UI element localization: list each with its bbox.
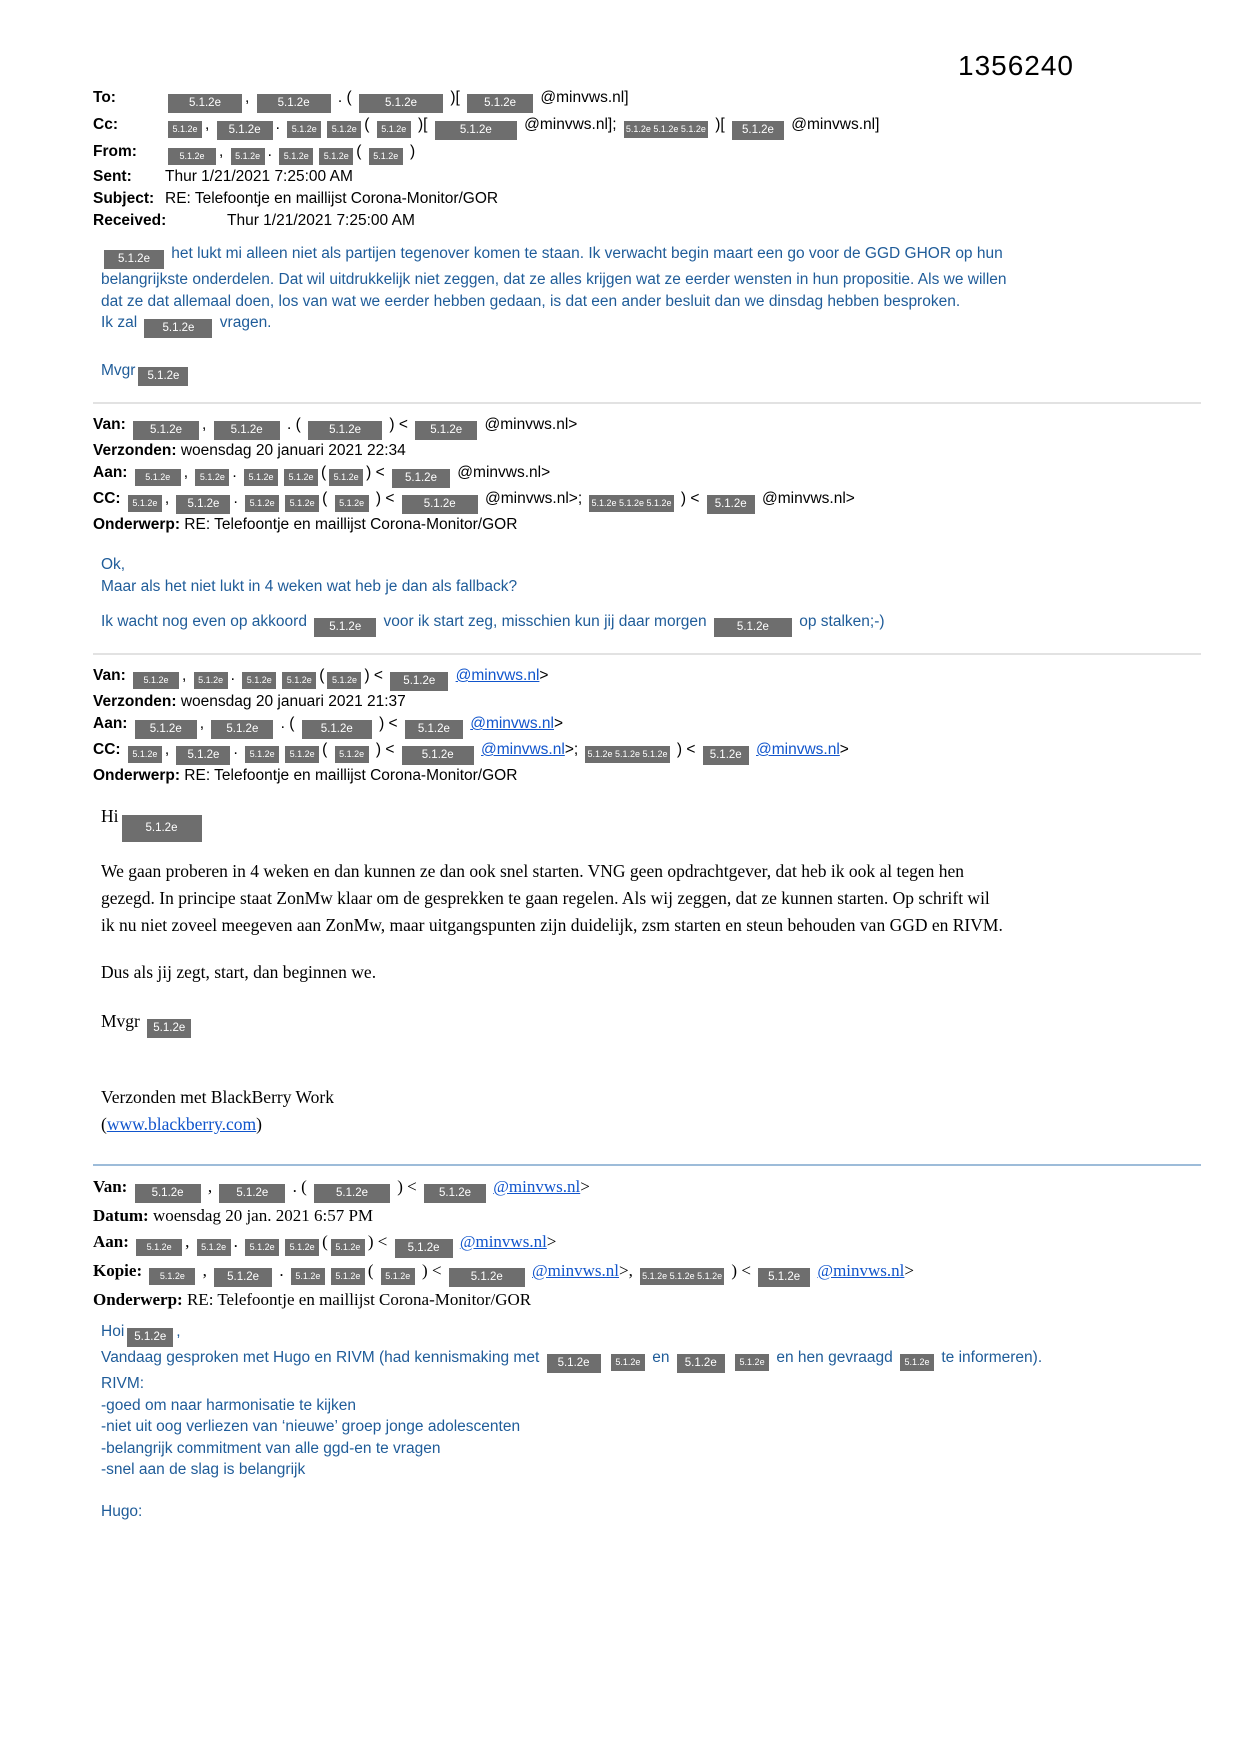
redaction-box: 5.1.2e xyxy=(900,1354,934,1371)
text-run: ) < xyxy=(364,667,388,684)
redaction-box: 5.1.2e xyxy=(285,746,319,763)
text-run: , xyxy=(245,89,254,106)
body3-hi-line xyxy=(101,803,1201,842)
redaction-box: 5.1.2e xyxy=(284,469,318,486)
text-run: -belangrijk commitment van alle ggd-en te vragen xyxy=(101,1439,441,1457)
quoted-header-2 xyxy=(93,665,1201,787)
redaction-box: 5.1.2e xyxy=(138,367,188,386)
redaction-box: 5.1.2e xyxy=(135,469,181,486)
redaction-box: 5.1.2e xyxy=(314,1184,390,1203)
text-run: @minvws.nl>; xyxy=(480,490,587,507)
redaction-box: 5.1.2e xyxy=(424,1184,486,1203)
text-run: > xyxy=(904,1261,914,1280)
text-run: . xyxy=(275,116,285,133)
text-run: ( xyxy=(101,1114,107,1134)
quote3-kopie-line xyxy=(93,1258,1201,1287)
text-run: )[ xyxy=(710,116,729,133)
quote1-verzonden-line xyxy=(93,440,1201,462)
redaction-box: 5.1.2e xyxy=(136,1239,182,1256)
field-label: Van: xyxy=(93,667,131,684)
field-label: Onderwerp: xyxy=(93,1290,187,1309)
header-received-line xyxy=(93,211,1201,231)
text-run: ) < xyxy=(417,1261,446,1280)
redaction-box: 5.1.2e xyxy=(291,1268,325,1285)
redaction-box: 5.1.2e xyxy=(405,720,463,739)
quote1-van-line xyxy=(93,414,1201,440)
text-run: ) < xyxy=(676,490,704,507)
email-link[interactable]: @minvws.nl xyxy=(459,1232,547,1251)
text-run: , xyxy=(219,143,228,160)
text-run: > xyxy=(839,741,849,758)
redaction-box: 5.1.2e xyxy=(331,1239,365,1256)
text-run: ( xyxy=(322,490,332,507)
email-link[interactable]: @minvws.nl xyxy=(756,741,840,758)
redaction-box: 5.1.2e xyxy=(244,469,278,486)
body1-signature-line xyxy=(101,360,1201,386)
text-run: ( xyxy=(319,667,325,684)
body1-paragraph xyxy=(101,243,1011,312)
redaction-box: 5.1.2e xyxy=(197,1239,231,1256)
text-run: ( xyxy=(367,1261,378,1280)
text-run: @minvws.nl] xyxy=(786,116,880,133)
separator-line-blue xyxy=(93,1164,1201,1166)
body2-akkoord-line xyxy=(101,611,1201,637)
text-run: Dus als jij zegt, start, dan beginnen we. xyxy=(101,962,377,982)
text-run: ) < xyxy=(371,741,399,758)
text-run: te informeren). xyxy=(937,1349,1043,1366)
body3-dus-line xyxy=(101,959,1201,986)
quote3-aan-line xyxy=(93,1229,1201,1258)
redaction-box: 5.1.2e xyxy=(211,720,273,739)
redaction-box: 5.1.2e xyxy=(449,1268,525,1287)
text-run: ) < xyxy=(672,741,700,758)
text-run: , xyxy=(183,464,193,481)
body4-rivm-line xyxy=(101,1373,1201,1395)
redaction-box: 5.1.2e xyxy=(611,1354,645,1371)
separator-line xyxy=(93,653,1201,655)
text-run: @minvws.nl> xyxy=(480,416,578,433)
redaction-box: 5.1.2e 5.1.2e 5.1.2e xyxy=(585,746,669,763)
text-run: Ok, xyxy=(101,556,126,573)
redaction-box: 5.1.2e xyxy=(149,1268,195,1285)
text-run: woensdag 20 januari 2021 22:34 xyxy=(180,442,406,459)
redaction-box: 5.1.2e xyxy=(282,672,316,689)
field-label: Van: xyxy=(93,1177,132,1196)
text-run: ) < xyxy=(727,1261,756,1280)
body3-signature-line xyxy=(101,1008,1201,1038)
quote2-cc-line xyxy=(93,739,1201,765)
field-label: Onderwerp: xyxy=(93,516,185,533)
redaction-box: 5.1.2e xyxy=(168,148,216,165)
redaction-box: 5.1.2e xyxy=(402,495,478,514)
text-run: >; xyxy=(564,741,583,758)
text-run: . xyxy=(275,1261,288,1280)
field-label: Verzonden: xyxy=(93,442,181,459)
email-body-4 xyxy=(93,1321,1201,1522)
redaction-box: 5.1.2e xyxy=(127,1328,173,1347)
text-run: > xyxy=(546,1232,557,1251)
text-run: . xyxy=(267,143,277,160)
quote2-verzonden-line xyxy=(93,691,1201,713)
text-run: RE: Telefoontje en maillijst Corona-Monitor/GOR xyxy=(165,190,499,207)
text-run: Hoi xyxy=(101,1323,125,1340)
redaction-box: 5.1.2e xyxy=(707,495,755,514)
document-number: 1356240 xyxy=(958,50,1075,81)
email-link[interactable]: @minvws.nl xyxy=(493,1177,581,1196)
text-run: en hen gevraagd xyxy=(772,1349,898,1366)
redaction-box: 5.1.2e xyxy=(335,495,369,512)
body4-bullet-4 xyxy=(101,1459,1201,1481)
body1-ikzal-line xyxy=(101,312,1201,338)
header-sent-line xyxy=(93,167,1201,187)
text-run: @minvws.nl> xyxy=(453,464,551,481)
redaction-box: 5.1.2e xyxy=(467,94,533,113)
redaction-box: 5.1.2e xyxy=(359,94,443,113)
email-link[interactable]: @minvws.nl xyxy=(532,1261,619,1280)
redaction-box: 5.1.2e xyxy=(308,421,382,440)
redaction-box: 5.1.2e xyxy=(176,746,230,765)
text-run: Mvgr xyxy=(101,362,136,379)
field-label: Aan: xyxy=(93,715,132,732)
text-run: . xyxy=(232,464,241,481)
body4-bullet-3 xyxy=(101,1438,1201,1460)
text-run: ) < xyxy=(367,1232,392,1251)
redaction-box: 5.1.2e xyxy=(735,1354,769,1371)
text-run: Ik wacht nog even op akkoord xyxy=(101,613,312,630)
redaction-box: 5.1.2e xyxy=(168,94,242,113)
header-subject-line xyxy=(93,189,1201,209)
header-cc-line xyxy=(93,115,1201,140)
redaction-box: 5.1.2e xyxy=(194,672,228,689)
redaction-box: 5.1.2e xyxy=(176,495,230,514)
text-run: , xyxy=(185,1232,194,1251)
text-run: ) < xyxy=(366,464,389,481)
body3-paragraph xyxy=(101,858,1003,939)
text-run: en xyxy=(647,1349,674,1366)
text-run: , xyxy=(164,741,174,758)
quote3-datum-line xyxy=(93,1203,1201,1229)
text-run: )[ xyxy=(413,116,432,133)
quote1-cc-line xyxy=(93,488,1201,514)
redaction-box: 5.1.2e xyxy=(335,746,369,763)
redaction-box: 5.1.2e xyxy=(245,495,279,512)
text-run: ) < xyxy=(393,1177,422,1196)
text-run: >, xyxy=(619,1261,638,1280)
text-run: @minvws.nl]; xyxy=(519,116,621,133)
text-run: @minvws.nl] xyxy=(536,89,629,106)
field-label: Cc: xyxy=(93,116,118,133)
email-link[interactable]: @minvws.nl xyxy=(817,1261,905,1280)
separator-line xyxy=(93,402,1201,404)
text-run: , xyxy=(205,116,214,133)
quote1-aan-line xyxy=(93,462,1201,488)
email-body-2 xyxy=(93,554,1201,637)
text-run: Thur 1/21/2021 7:25:00 AM xyxy=(165,168,353,185)
text-run: , xyxy=(198,1261,212,1280)
text-run: , xyxy=(164,490,174,507)
text-run: . xyxy=(233,741,243,758)
text-run: . ( xyxy=(288,1177,312,1196)
redaction-box: 5.1.2e xyxy=(147,1019,191,1038)
text-run: ) xyxy=(405,143,416,160)
body3-blackberry-line xyxy=(101,1084,1201,1111)
redaction-box: 5.1.2e xyxy=(435,121,517,140)
text-run: , xyxy=(202,416,211,433)
email-body-1 xyxy=(93,243,1201,386)
body2-ok-line xyxy=(101,554,1201,576)
redaction-box: 5.1.2e xyxy=(319,148,353,165)
redaction-box: 5.1.2e xyxy=(279,148,313,165)
text-run: -goed om naar harmonisatie te kijken xyxy=(101,1396,357,1414)
field-label: Received: xyxy=(93,212,167,229)
text-run: )[ xyxy=(446,89,465,106)
redaction-box: 5.1.2e xyxy=(758,1268,810,1287)
field-label: From: xyxy=(93,143,137,160)
text-run: op stalken;-) xyxy=(794,613,885,630)
body4-bullet-2 xyxy=(101,1416,1201,1438)
redaction-box: 5.1.2e xyxy=(135,1184,201,1203)
redaction-box: 5.1.2e xyxy=(732,121,784,140)
redaction-box: 5.1.2e 5.1.2e 5.1.2e xyxy=(589,495,673,512)
text-run: Maar als het niet lukt in 4 weken wat heb je dan als fallback? xyxy=(101,577,518,595)
quote2-onderwerp-line xyxy=(93,765,1201,787)
field-label: Aan: xyxy=(93,464,132,481)
text-run: . ( xyxy=(333,89,357,106)
quoted-header-1 xyxy=(93,414,1201,536)
text-run: ) < xyxy=(385,416,413,433)
text-run: . ( xyxy=(276,715,299,732)
redaction-box: 5.1.2e xyxy=(135,720,197,739)
text-run: ) < xyxy=(371,490,399,507)
body4-hugo-line xyxy=(101,1501,1201,1523)
field-label: Van: xyxy=(93,416,131,433)
body4-bullet-1 xyxy=(101,1395,1201,1417)
redaction-box: 5.1.2e xyxy=(214,1268,272,1287)
email-link[interactable]: www.blackberry.com xyxy=(106,1114,257,1134)
redaction-box: 5.1.2e xyxy=(133,672,179,689)
field-label: CC: xyxy=(93,741,125,758)
redaction-box: 5.1.2e xyxy=(144,319,212,338)
text-run: , xyxy=(176,1323,181,1340)
redaction-box: 5.1.2e xyxy=(195,469,229,486)
redaction-box: 5.1.2e xyxy=(329,469,363,486)
text-run: het lukt mi alleen niet als partijen tegenover komen te staan. Ik verwacht begin maart een go voor de GGD GHOR op hun belangrijkste onderdelen. Dat wil uitdrukkelijk niet zeggen, dat ze alles krijgen wat ze eerder wensten in hun propositie. Als we willen dat ze dat allemaal doen, los van wat we eerder hebben gedaan, is dat een ander besluit dan we dinsdag hebben besproken. xyxy=(101,245,1011,310)
redaction-box: 5.1.2e xyxy=(377,121,411,138)
redaction-box: 5.1.2e xyxy=(327,672,361,689)
quoted-header-3 xyxy=(93,1174,1201,1313)
text-run: ) < xyxy=(374,715,402,732)
text-run: > xyxy=(580,1177,590,1196)
quote3-onderwerp-line xyxy=(93,1287,1201,1313)
redaction-box: 5.1.2e xyxy=(402,746,474,765)
text-run: ( xyxy=(322,741,332,758)
redaction-box: 5.1.2e xyxy=(168,121,202,138)
field-label: Verzonden: xyxy=(93,693,181,710)
text-run: -snel aan de slag is belangrijk xyxy=(101,1461,306,1478)
text-run: ( xyxy=(356,143,366,160)
text-run: . xyxy=(233,1232,243,1251)
redaction-box: 5.1.2e xyxy=(369,148,403,165)
text-run: Thur 1/21/2021 7:25:00 AM xyxy=(227,212,415,229)
quote2-van-line xyxy=(93,665,1201,691)
redaction-box: 5.1.2e xyxy=(314,618,376,637)
text-run: , xyxy=(203,1177,217,1196)
text-run: . ( xyxy=(282,416,306,433)
text-run: > xyxy=(554,715,564,732)
text-run: Mvgr xyxy=(101,1011,145,1031)
text-run: Ik zal xyxy=(101,314,142,331)
email-link[interactable]: @minvws.nl xyxy=(470,715,554,732)
text-run: . xyxy=(230,667,240,684)
text-run: Hugo: xyxy=(101,1502,143,1520)
redaction-box: 5.1.2e xyxy=(242,672,276,689)
redaction-box: 5.1.2e xyxy=(381,1268,415,1285)
redaction-box: 5.1.2e xyxy=(285,1239,319,1256)
text-run: ( xyxy=(364,116,374,133)
redaction-box: 5.1.2e xyxy=(245,746,279,763)
text-run: woensdag 20 jan. 2021 6:57 PM xyxy=(152,1206,374,1225)
header-to-line xyxy=(93,88,1201,113)
redaction-box: 5.1.2e xyxy=(128,746,162,763)
text-run: We gaan proberen in 4 weken en dan kunnen ze dan ook snel starten. VNG geen opdrachtgever, dat heb ik ook al tegen hen gezegd. In principe staat ZonMw klaar om de gesprekken te gaan regelen. Als wij zeggen, dat ze kunnen starten. Op schrift wil ik nu niet zoveel meegeven aan ZonMw, maar uitgangspunten zijn duidelijk, zsm starten en steun behouden van GGD en RIVM. xyxy=(101,861,1003,935)
text-run: ) xyxy=(256,1114,262,1134)
redaction-box: 5.1.2e xyxy=(245,1239,279,1256)
redaction-box: 5.1.2e xyxy=(219,1184,285,1203)
redaction-box: 5.1.2e xyxy=(128,495,162,512)
text-run: vragen. xyxy=(215,314,272,331)
quote3-van-line xyxy=(93,1174,1201,1203)
redaction-box: 5.1.2e xyxy=(285,495,319,512)
text-run: RIVM: xyxy=(101,1375,145,1392)
field-label: Kopie: xyxy=(93,1261,147,1280)
redaction-box: 5.1.2e xyxy=(390,672,448,691)
redaction-box: 5.1.2e xyxy=(133,421,199,440)
text-run: voor ik start zeg, misschien kun jij daar morgen xyxy=(379,613,711,630)
field-label: Onderwerp: xyxy=(93,767,185,784)
text-run: Verzonden met BlackBerry Work xyxy=(101,1087,334,1107)
field-label: Datum: xyxy=(93,1206,153,1225)
text-run: -niet uit oog verliezen van ‘nieuwe’ groep jonge adolescenten xyxy=(101,1418,521,1435)
text-run xyxy=(604,1349,608,1366)
redaction-box: 5.1.2e xyxy=(122,815,202,842)
redaction-box: 5.1.2e xyxy=(395,1239,453,1258)
text-run: > xyxy=(539,667,549,684)
text-run: RE: Telefoontje en maillijst Corona-Monitor/GOR xyxy=(184,767,518,784)
body2-fallback-line xyxy=(101,576,1201,598)
redaction-box: 5.1.2e xyxy=(214,421,280,440)
redaction-box: 5.1.2e xyxy=(231,148,265,165)
text-run: @minvws.nl> xyxy=(757,490,855,507)
redaction-box: 5.1.2e xyxy=(257,94,331,113)
redaction-box: 5.1.2e xyxy=(331,1268,365,1285)
email-link[interactable]: @minvws.nl xyxy=(481,741,565,758)
text-run: ( xyxy=(321,464,327,481)
text-run: Hi xyxy=(101,806,119,826)
redaction-box: 5.1.2e xyxy=(302,720,372,739)
text-run: RE: Telefoontje en maillijst Corona-Monitor/GOR xyxy=(186,1290,532,1309)
field-label: Subject: xyxy=(93,190,155,207)
text-run: . xyxy=(233,490,243,507)
redaction-box: 5.1.2e xyxy=(415,421,477,440)
text-run: ( xyxy=(322,1232,328,1251)
text-run: RE: Telefoontje en maillijst Corona-Monitor/GOR xyxy=(184,516,518,533)
field-label: To: xyxy=(93,89,116,106)
redaction-box: 5.1.2e xyxy=(104,250,164,269)
redaction-box: 5.1.2e xyxy=(714,618,792,637)
redaction-box: 5.1.2e xyxy=(677,1354,725,1373)
text-run xyxy=(728,1349,732,1366)
text-run: woensdag 20 januari 2021 21:37 xyxy=(180,693,406,710)
redaction-box: 5.1.2e 5.1.2e 5.1.2e xyxy=(624,121,708,138)
redaction-box: 5.1.2e xyxy=(327,121,361,138)
field-label: Aan: xyxy=(93,1232,134,1251)
redaction-box: 5.1.2e xyxy=(392,469,450,488)
email-header-block xyxy=(93,88,1201,231)
redaction-box: 5.1.2e 5.1.2e 5.1.2e xyxy=(640,1268,724,1285)
redaction-box: 5.1.2e xyxy=(217,121,273,140)
redaction-box: 5.1.2e xyxy=(287,121,321,138)
field-label: Sent: xyxy=(93,168,132,185)
quote1-onderwerp-line xyxy=(93,514,1201,536)
redaction-box: 5.1.2e xyxy=(703,746,749,765)
body3-blackberry-url-line xyxy=(101,1111,1201,1138)
header-from-line xyxy=(93,142,1201,165)
field-label: CC: xyxy=(93,490,125,507)
redaction-box: 5.1.2e xyxy=(547,1354,601,1373)
body4-hoi-line xyxy=(101,1321,1201,1347)
quote2-aan-line xyxy=(93,713,1201,739)
text-run: , xyxy=(199,715,209,732)
text-run: , xyxy=(182,667,191,684)
email-body-3 xyxy=(93,803,1201,1138)
body4-vandaag-line xyxy=(101,1347,1201,1373)
text-run: Vandaag gesproken met Hugo en RIVM (had kennismaking met xyxy=(101,1349,544,1366)
email-link[interactable]: @minvws.nl xyxy=(455,667,540,684)
